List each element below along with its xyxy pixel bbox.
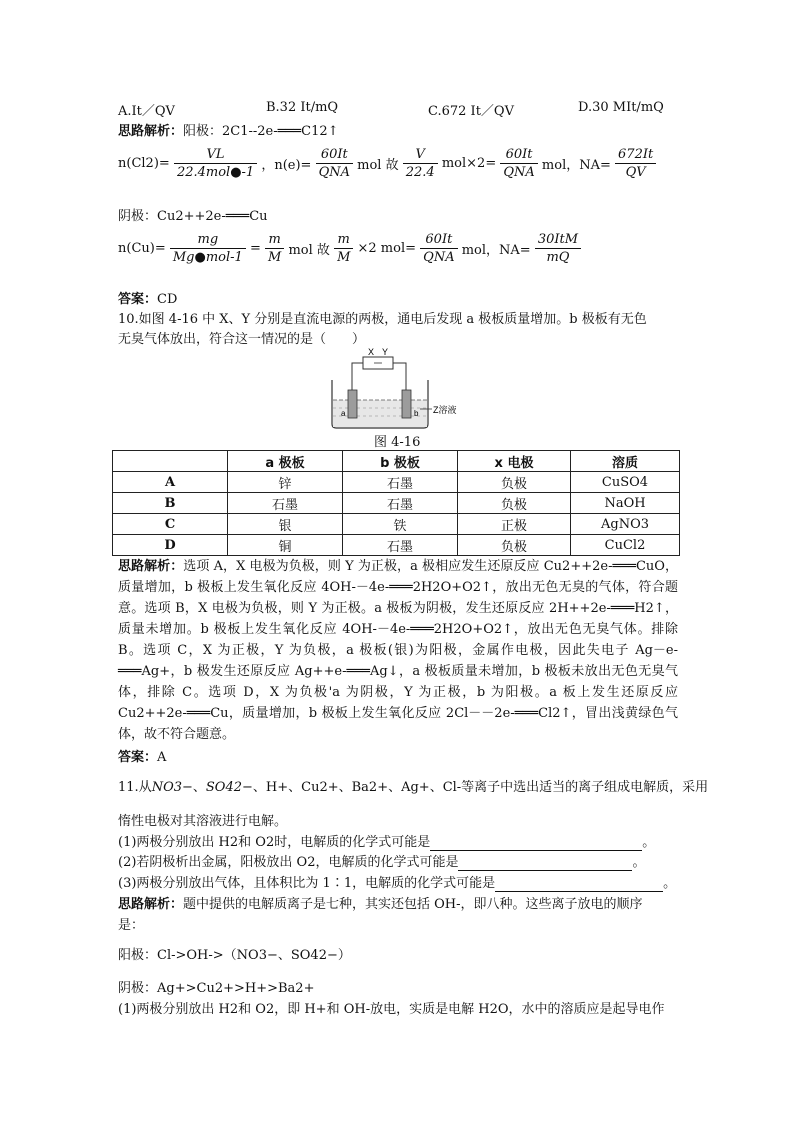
question-11-stem-2: 惰性电极对其溶液进行电解。 <box>118 814 288 829</box>
table-cell: AgNO3 <box>571 514 680 535</box>
table-cell: D <box>113 535 228 556</box>
fraction: $\frac{m}{M}$ <box>334 232 353 265</box>
table-cell: 锌 <box>228 472 343 493</box>
label-y: Y <box>382 347 389 357</box>
sub-question-3 <box>118 872 676 892</box>
formula-line-2 <box>118 232 581 265</box>
table-header: a 极板 <box>228 451 343 472</box>
fraction: $\frac{60It}{\text{QNA}}$ <box>316 147 353 180</box>
analysis-line-q11-2: 是： <box>118 918 145 933</box>
table-cell: 石墨 <box>343 472 458 493</box>
analysis-text: 题中提供的电解质离子是七种，其实还包括 OH-，即八种。这些离子放电的顺序 <box>183 897 643 912</box>
table-row <box>113 472 680 493</box>
formula-line-1 <box>118 147 656 180</box>
table-cell: 铜 <box>228 535 343 556</box>
stem-text: 、H+、Cu2+、Ba2+、Ag+、Cl-等离子中选出适当的离子组成电解质，采用 <box>252 780 709 795</box>
table-cell: NaOH <box>571 493 680 514</box>
label-a: a <box>341 409 346 418</box>
table-cell: A <box>113 472 228 493</box>
option-a: A.It／QV <box>118 104 175 119</box>
analysis-label: 思路解析： <box>118 124 184 139</box>
period: 。 <box>642 835 656 850</box>
fraction: $\frac{V}{22.4}$ <box>403 147 438 180</box>
analysis-text: 选项 A，X 电极为负极，则 Y 为正极，a 极相应发生还原反应 Cu2++2e-═══CuO，质量增加，b 极板上发生氧化反应 4OH-－4e-═══2H2O+O2↑，放出无色无臭的气体，符合题意。选项 B，X 电极为负极，则 Y 为正极。a 极板为阴极，发生还原反应 2H++2e-═══H2↑，质量未增加。b 极板上发生氧化反应 4OH-－4e-═══2H2O+O2↑，放出无色无臭气体。排除 B。选项 C，X 为正极，Y 为负极，a 极板(银)为阳极，金属作电极，因此失电子 Ag－e-═══Ag+，b 极发生还原反应 Ag++e-═══Ag↓，a 极板质量未增加，b 极板未放出无色无臭气体，排除 C。选项 D，X 为负极'a 为阴极，Y 为正极，b 为阳极。a 板上发生还原反应 Cu2++2e-═══Cu，质量增加，b 极板上发生氧化反应 2Cl－－2e-═══Cl2↑，冒出浅黄绿色气体，故不符合题意。 <box>118 559 678 742</box>
answer-blank[interactable] <box>495 876 663 892</box>
period: 。 <box>663 876 677 891</box>
anode-order: 阳极：Cl->OH->（NO3−、SO42−） <box>118 948 351 963</box>
table-cell: C <box>113 514 228 535</box>
sub-question-1 <box>118 831 655 851</box>
ion-nitrate: NO3− <box>151 780 193 795</box>
answer-value: A <box>157 750 167 765</box>
table-cell: B <box>113 493 228 514</box>
table-cell: 石墨 <box>343 493 458 514</box>
formula-text: mol，NA= <box>461 243 531 258</box>
electrode-b <box>402 390 411 418</box>
table-row <box>113 535 680 556</box>
analysis-line-q9 <box>118 120 339 139</box>
question-10-stem-2: 无臭气体放出，符合这一情况的是（ ） <box>118 332 366 347</box>
label-x: X <box>368 347 375 357</box>
formula-text: mol，NA= <box>541 158 611 173</box>
table-header: x 电极 <box>458 451 571 472</box>
table-cell: 铁 <box>343 514 458 535</box>
question-11-stem <box>118 776 708 795</box>
table-header-row <box>113 451 680 472</box>
answer-label: 答案： <box>118 292 158 307</box>
sub-question-2 <box>118 851 646 871</box>
figure-caption: 图 4-16 <box>374 435 421 450</box>
option-b: B.32 It/mQ <box>266 100 339 115</box>
fraction: $\frac{672It}{QV}$ <box>615 147 656 180</box>
formula-text: ，n(e)= <box>261 158 312 173</box>
table-cell: 正极 <box>458 514 571 535</box>
sub-question-text: (2)若阴极析出金属，阳极放出 O2，电解质的化学式可能是 <box>118 855 459 870</box>
period: 。 <box>632 855 646 870</box>
anode-equation: 阳极：2C1--2e-═══C12↑ <box>183 124 339 139</box>
option-d: D.30 MIt/mQ <box>578 100 664 115</box>
fraction: $\frac{60It}{\text{QNA}}$ <box>500 147 537 180</box>
table-cell: CuSO4 <box>571 472 680 493</box>
formula-text: = <box>249 241 261 256</box>
sub-question-text: (1)两极分别放出 H2和 O2时，电解质的化学式可能是 <box>118 835 431 850</box>
formula-text: ×2 mol= <box>357 241 417 256</box>
fraction: $\frac{VL}{\text{22.4mol●-1}}$ <box>174 147 257 180</box>
table-header: 溶质 <box>571 451 680 472</box>
stem-text: 11.从 <box>118 780 152 795</box>
cathode-equation: 阴极：Cu2++2e-═══Cu <box>118 209 268 224</box>
answer-blank[interactable] <box>430 835 642 851</box>
label-b: b <box>414 409 419 418</box>
table-cell: CuCl2 <box>571 535 680 556</box>
table-row <box>113 514 680 535</box>
stem-text: 、 <box>192 780 206 795</box>
option-c: C.672 It／QV <box>428 104 514 119</box>
sub-question-text: (3)两极分别放出气体，且体积比为 1∶1，电解质的化学式可能是 <box>118 876 496 891</box>
analysis-line-q11 <box>118 893 643 912</box>
table-cell: 负极 <box>458 493 571 514</box>
wire-left <box>352 363 363 390</box>
table-header <box>113 451 228 472</box>
electrolysis-diagram <box>330 346 480 430</box>
options-table <box>112 450 680 556</box>
cathode-order: 阴极：Ag+>Cu2+>H+>Ba2+ <box>118 981 315 996</box>
table-cell: 石墨 <box>228 493 343 514</box>
table-cell: 负极 <box>458 535 571 556</box>
formula-text: mol 故 <box>288 243 330 258</box>
answer-value: CD <box>157 292 178 307</box>
analysis-last-line: (1)两极分别放出 H2和 O2，即 H+和 OH-放电，实质是电解 H2O，水中的溶质应是起导电作 <box>118 1002 665 1017</box>
fraction: $\frac{m}{M}$ <box>265 232 284 265</box>
formula-text: n(Cl2)= <box>118 156 170 171</box>
formula-text: n(Cu)= <box>118 241 166 256</box>
answer-line-q9 <box>118 288 177 307</box>
analysis-label: 思路解析： <box>118 559 184 574</box>
answer-blank[interactable] <box>458 855 632 871</box>
answer-label: 答案： <box>118 750 158 765</box>
analysis-label: 思路解析： <box>118 897 184 912</box>
solution <box>333 400 427 427</box>
table-row <box>113 493 680 514</box>
table-cell: 银 <box>228 514 343 535</box>
table-cell: 负极 <box>458 472 571 493</box>
formula-text: mol×2= <box>441 156 497 171</box>
ion-sulfate: SO42− <box>205 780 253 795</box>
analysis-paragraph-q10 <box>118 556 678 745</box>
question-10-stem: 10.如图 4-16 中 X、Y 分别是直流电源的两极，通电后发现 a 极板质量增加。b 极板有无色 <box>118 312 647 327</box>
table-cell: 石墨 <box>343 535 458 556</box>
fraction: $\frac{\text{30ItM}}{mQ}$ <box>535 232 581 265</box>
answer-line-q10 <box>118 746 166 765</box>
electrode-a <box>348 390 357 418</box>
fraction: $\frac{60It}{\text{QNA}}$ <box>420 232 457 265</box>
label-z-solution: Z溶液 <box>433 405 457 415</box>
wire-right <box>393 363 406 390</box>
fraction: $\frac{mg}{\text{Mg●mol-1}}$ <box>170 232 246 265</box>
formula-text: mol 故 <box>357 158 399 173</box>
table-header: b 极板 <box>343 451 458 472</box>
